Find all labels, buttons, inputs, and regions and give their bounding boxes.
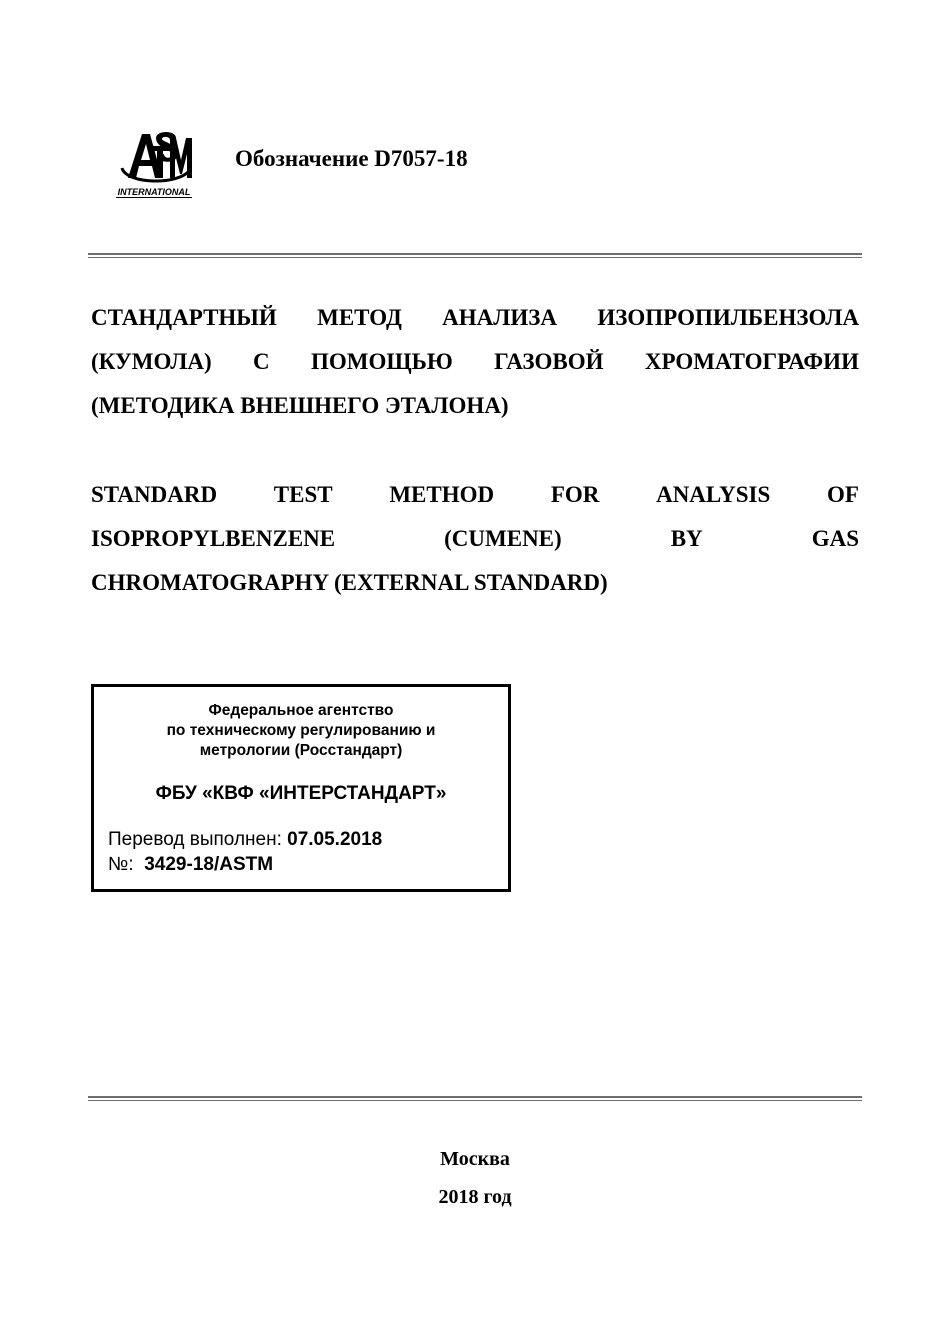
agency-line: по техническому регулированию и <box>166 722 436 739</box>
city: Москва <box>440 1148 510 1170</box>
agency-name <box>94 701 508 761</box>
title-word: ПОМОЩЬЮ <box>311 349 453 374</box>
translation-number: 3429-18/ASTM <box>144 854 274 875</box>
title-word: ГАЗОВОЙ <box>494 349 604 374</box>
title-word: ISOPROPYLBENZENE <box>91 526 336 551</box>
title-word: ИЗОПРОПИЛБЕНЗОЛА <box>597 305 859 330</box>
agency-line: метрологии (Росстандарт) <box>199 742 403 759</box>
title-word: OF <box>826 482 859 507</box>
number-label: №: <box>108 854 134 875</box>
title-en-line-3: CHROMATOGRAPHY (EXTERNAL STANDARD) <box>91 570 608 595</box>
organization-name: ФБУ «КВФ «ИНТЕРСТАНДАРТ» <box>155 783 447 804</box>
title-word: GAS <box>811 526 859 551</box>
title-word: BY <box>670 526 703 551</box>
title-word: ХРОМАТОГРАФИИ <box>644 349 859 374</box>
logo-subtext: INTERNATIONAL <box>117 187 191 197</box>
year: 2018 год <box>438 1186 512 1208</box>
title-ru-line-2 <box>91 340 859 384</box>
title-ru-line-1 <box>91 296 859 340</box>
translation-label: Перевод выполнен: <box>108 829 282 850</box>
top-divider <box>88 253 862 255</box>
astm-logo <box>112 124 196 200</box>
title-word: TEST <box>273 482 333 507</box>
title-word: STANDARD <box>91 482 218 507</box>
title-english <box>91 473 859 605</box>
agency-line: Федеральное агентство <box>208 702 394 719</box>
translation-stamp <box>91 684 511 892</box>
title-word: ANALYSIS <box>656 482 771 507</box>
title-word: METHOD <box>389 482 495 507</box>
title-word: СТАНДАРТНЫЙ <box>91 305 277 330</box>
title-word: С <box>253 349 270 374</box>
title-word: (CUMENE) <box>444 526 562 551</box>
translation-date: 07.05.2018 <box>287 829 383 850</box>
title-word: FOR <box>550 482 600 507</box>
title-word: АНАЛИЗА <box>442 305 558 330</box>
title-russian <box>91 296 859 428</box>
title-ru-line-3: (МЕТОДИКА ВНЕШНЕГО ЭТАЛОНА) <box>91 393 509 418</box>
title-word: МЕТОД <box>317 305 402 330</box>
title-word: (КУМОЛА) <box>91 349 212 374</box>
document-designation: Обозначение D7057-18 <box>235 146 468 171</box>
translation-date-row <box>108 829 382 851</box>
title-en-line-2 <box>91 517 859 561</box>
translation-number-row <box>108 854 273 876</box>
astm-logo-icon <box>112 124 196 200</box>
bottom-divider <box>88 1096 862 1098</box>
title-en-line-1 <box>91 473 859 517</box>
